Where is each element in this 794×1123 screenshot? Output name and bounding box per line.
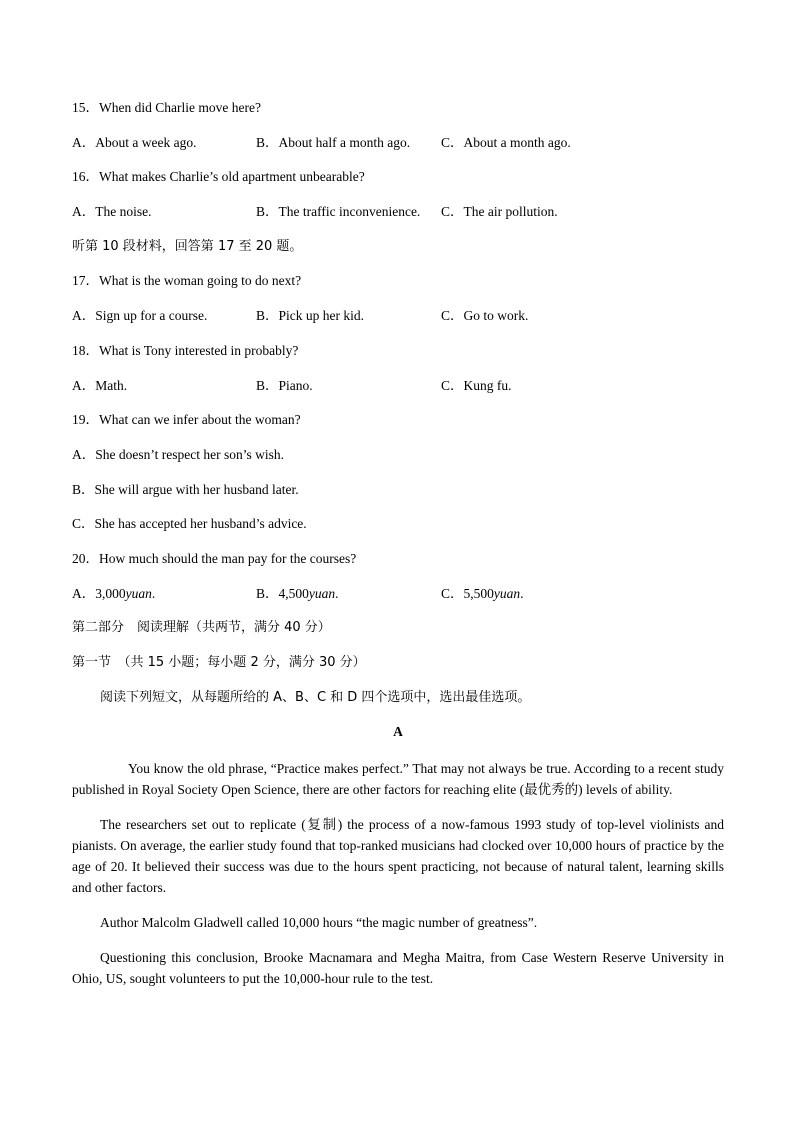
part-2-title: 第二部分 阅读理解（共两节，满分 40 分）: [72, 620, 331, 636]
question-17: 17．What is the woman going to do next?: [72, 273, 302, 289]
question-18: 18．What is Tony interested in probably?: [72, 342, 299, 358]
option-a: [72, 584, 256, 604]
period: .: [520, 585, 524, 601]
passage-paragraph-4: Questioning this conclusion, Brooke Macnamara and Megha Maitra, from Case Western Reserve University in Ohio, US, sought volunteers to put the 10,000-hour rule to the test.: [72, 950, 724, 987]
question-15-options: [72, 133, 724, 153]
option-b: B．Pick up her kid.: [256, 308, 364, 324]
exam-page: [72, 98, 724, 1003]
option-a: A．She doesn’t respect her son’s wish.: [72, 446, 284, 462]
passage-paragraph-1: You know the old phrase, “Practice makes perfect.” That may not always be true. According to a recent study published in Royal Society Open Science, there are other factors for reaching elite (最优秀的) levels of ability.: [72, 761, 724, 798]
option-b: B．The traffic inconvenience.: [256, 204, 421, 220]
question-20-options: [72, 584, 724, 604]
passage-paragraph-2: The researchers set out to replicate (复制) the process of a now-famous 1993 study of top-level violinists and pianists. On average, the earlier study found that top-ranked musicians had clocked over 10,000 hours of practice by the age of 20. It believed their success was due to the hours spent practicing, not because of natural talent, learning skills and other factors.: [72, 817, 724, 896]
question-19: 19．What can we infer about the woman?: [72, 412, 301, 428]
passage-label: A: [393, 724, 403, 740]
option-b: B．About half a month ago.: [256, 134, 411, 150]
currency-unit: yuan: [125, 585, 152, 601]
option-c: C．The air pollution.: [441, 204, 558, 220]
option-b: [256, 584, 441, 604]
option-a: A．The noise.: [72, 204, 152, 220]
option-c: C．She has accepted her husband’s advice.: [72, 516, 307, 532]
period: .: [335, 585, 339, 601]
question-17-options: [72, 306, 724, 326]
option-a: A．About a week ago.: [72, 134, 197, 150]
option-b: B．She will argue with her husband later.: [72, 481, 299, 497]
question-15: 15．When did Charlie move here?: [72, 100, 261, 115]
passage-paragraph-3: Author Malcolm Gladwell called 10,000 hours “the magic number of greatness”.: [100, 915, 538, 931]
period: .: [151, 585, 156, 601]
option-a: A．Math.: [72, 377, 128, 393]
question-20: 20．How much should the man pay for the courses?: [72, 550, 357, 566]
question-16-options: [72, 202, 724, 222]
reading-instruction: 阅读下列短文，从每题所给的 A、B、C 和 D 四个选项中，选出最佳选项。: [100, 689, 531, 705]
section-10-instruction: 听第 10 段材料，回答第 17 至 20 题。: [72, 238, 303, 254]
question-16: 16．What makes Charlie’s old apartment unbearable?: [72, 169, 365, 185]
currency-unit: yuan: [493, 585, 521, 601]
option-c: C．About a month ago.: [441, 134, 571, 150]
section-1-title: 第一节 （共 15 小题；每小题 2 分，满分 30 分）: [72, 655, 366, 670]
option-b-amount: B．4,500: [256, 585, 309, 601]
option-c: [441, 584, 524, 604]
option-c: C．Go to work.: [441, 308, 529, 324]
option-b: B．Piano.: [256, 377, 313, 393]
question-18-options: [72, 376, 724, 396]
option-a-amount: A．3,000: [72, 585, 126, 601]
option-a: A．Sign up for a course.: [72, 308, 208, 324]
currency-unit: yuan: [308, 585, 336, 601]
option-c-amount: C．5,500: [441, 585, 494, 601]
option-c: C．Kung fu.: [441, 377, 512, 393]
